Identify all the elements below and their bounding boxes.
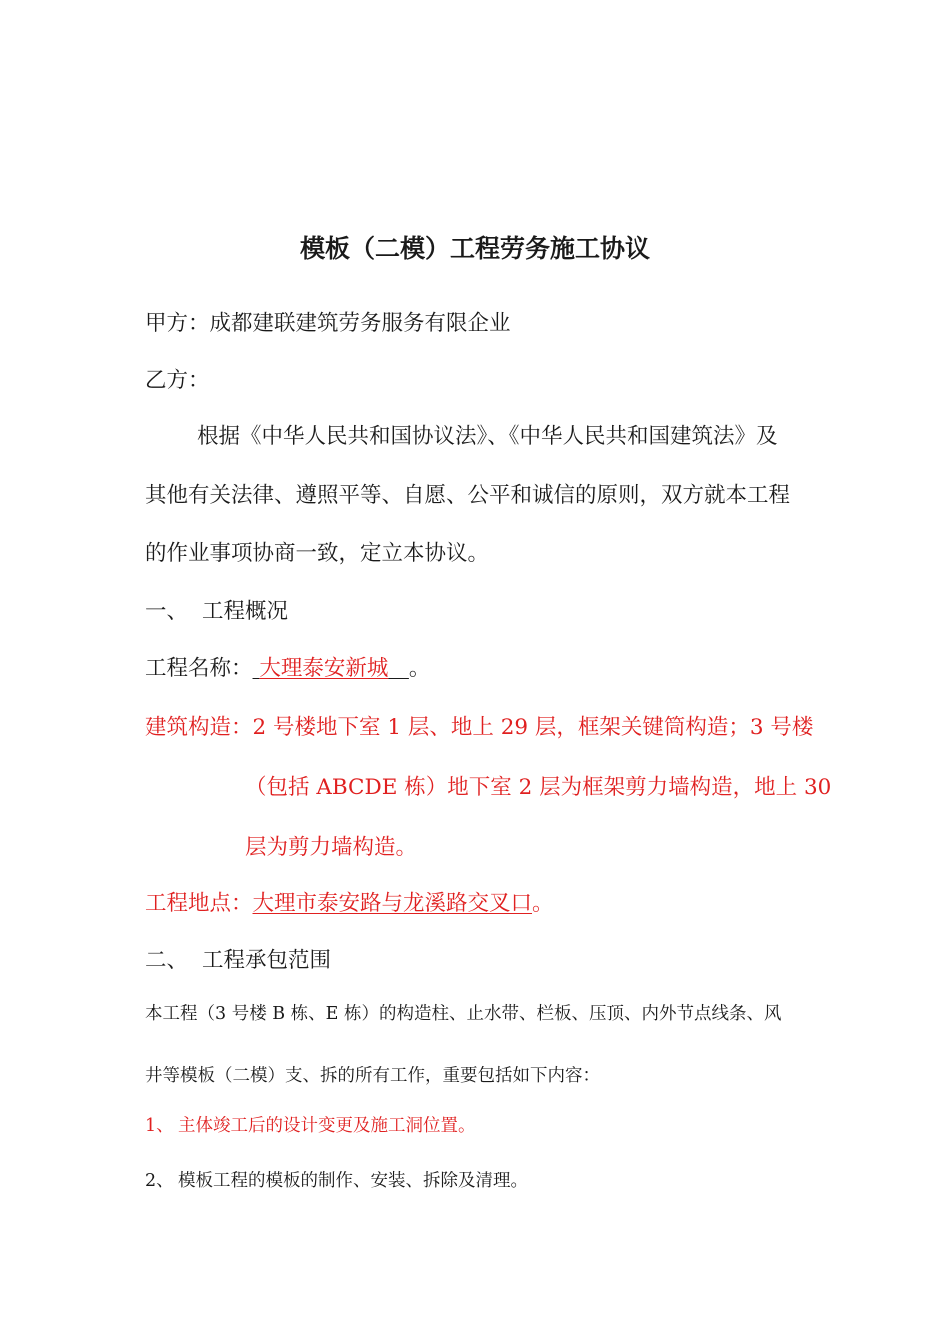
party-a-line bbox=[145, 313, 511, 335]
project-name-label: 工程名称： bbox=[145, 656, 253, 681]
section-2-number: 二、 bbox=[145, 948, 189, 973]
section-1-heading: 工程概况 bbox=[202, 599, 289, 624]
section-2-heading: 工程承包范围 bbox=[202, 948, 332, 973]
structure-line-3: 层为剪力墙构造。 bbox=[245, 835, 418, 860]
document-title: 模板（二模）工程劳务施工协议 bbox=[299, 234, 650, 263]
scope-item-1-text: 主体竣工后的设计变更及施工洞位置。 bbox=[178, 1116, 476, 1136]
scope-item-1 bbox=[145, 1116, 476, 1136]
project-name-line bbox=[145, 658, 430, 680]
location-value: 大理市泰安路与龙溪路交叉口 bbox=[252, 891, 533, 916]
project-name-underline-trail bbox=[388, 656, 409, 681]
preamble-line-3: 的作业事项协商一致，定立本协议。 bbox=[145, 541, 490, 566]
party-b-label: 乙方： bbox=[145, 368, 210, 393]
scope-item-2-text: 模板工程的模板的制作、安装、拆除及清理。 bbox=[178, 1171, 528, 1191]
project-name-end: 。 bbox=[408, 656, 431, 681]
party-a-label: 甲方： bbox=[145, 311, 210, 336]
location-end: 。 bbox=[532, 891, 554, 916]
preamble-line-1: 根据《中华人民共和国协议法》、《中华人民共和国建筑法》及 bbox=[197, 424, 778, 449]
preamble-line-2: 其他有关法律、遵照平等、自愿、公平和诚信的原则，双方就本工程 bbox=[145, 483, 791, 508]
structure-line-1: 建筑构造：2 号楼地下室 1 层、地上 29 层，框架关键筒构造；3 号楼 bbox=[145, 715, 814, 740]
scope-line-2: 井等模板（二模）支、拆的所有工作，重要包括如下内容： bbox=[145, 1066, 600, 1086]
project-name-value: 大理泰安新城 bbox=[259, 656, 389, 681]
scope-item-1-number: 1、 bbox=[145, 1116, 174, 1136]
section-1-number: 一、 bbox=[145, 599, 189, 624]
location-label: 工程地点： bbox=[145, 891, 253, 916]
scope-item-2 bbox=[145, 1171, 528, 1191]
party-a-value: 成都建联建筑劳务服务有限企业 bbox=[209, 311, 511, 336]
scope-item-2-number: 2、 bbox=[145, 1171, 174, 1191]
structure-line-2: （包括 ABCDE 栋）地下室 2 层为框架剪力墙构造，地上 30 bbox=[245, 775, 832, 800]
party-b-line bbox=[145, 370, 210, 392]
location-line bbox=[145, 893, 554, 915]
scope-line-1: 本工程（3 号楼 B 栋、E 栋）的构造柱、止水带、栏板、压顶、内外节点线条、风 bbox=[145, 1004, 782, 1024]
